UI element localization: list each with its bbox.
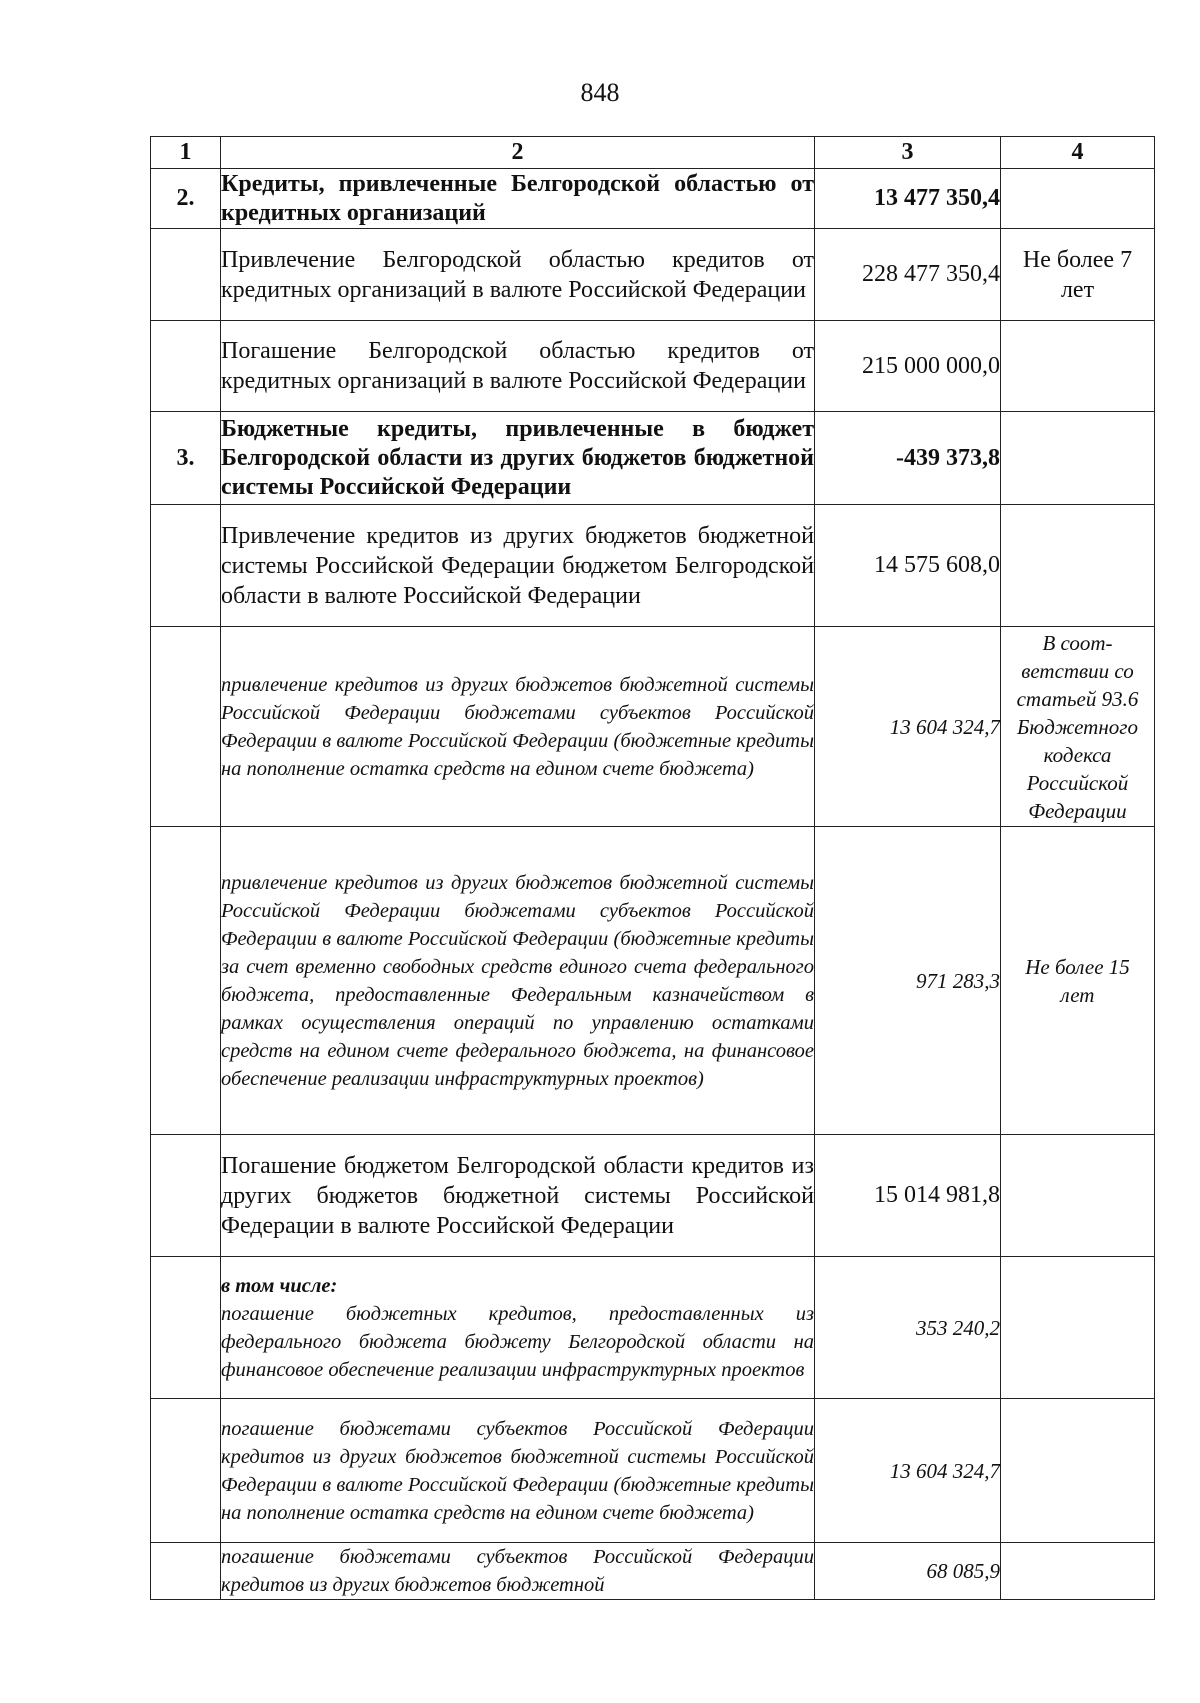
row-description [221,1257,815,1399]
row-description: Погашение Белгородской областью кредитов от кредитных организаций в валюте Российской Федерации [221,321,815,412]
row-value: 971 283,3 [815,827,1001,1135]
row-note [1001,169,1155,229]
row-description: привлечение кредитов из других бюджетов бюджетной системы Российской Федерации бюджетами субъектов Российской Федерации в валюте Российской Федерации (бюджетные кредиты за счет временно свободных средств единого счета федерального бюджета, предоставленные Федеральным казначейством в рамках осуществления операций по управлению остатками средств на едином счете федерального бюджета, на финансовое обеспечение реализации инфраструктурных проектов) [221,827,815,1135]
row-note [1001,412,1155,505]
row-description: Бюджетные кредиты, привлеченные в бюджет Белгородской области из других бюджетов бюджетной системы Российской Федерации [221,412,815,505]
row-value: 353 240,2 [815,1257,1001,1399]
row-note: Не более 15 лет [1001,827,1155,1135]
row-number [151,1399,221,1543]
row-number [151,229,221,321]
table-row [151,627,1155,827]
table-row [151,1399,1155,1543]
row-number [151,827,221,1135]
row-value: 13 604 324,7 [815,627,1001,827]
row-prefix: в том числе: [221,1274,338,1297]
row-description: Погашение бюджетом Белгородской области кредитов из других бюджетов бюджетной системы Российской Федерации в валюте Российской Федерации [221,1135,815,1257]
row-description: погашение бюджетами субъектов Российской Федерации кредитов из других бюджетов бюджетной [221,1543,815,1600]
column-header-2: 2 [221,137,815,169]
row-description: Привлечение Белгородской областью кредитов от кредитных организаций в валюте Российской Федерации [221,229,815,321]
row-description-text: погашение бюджетных кредитов, предоставленных из федерального бюджета бюджету Белгородской области на финансовое обеспечение реализации инфраструктурных проектов [221,1302,814,1381]
row-number: 3. [151,412,221,505]
row-value: 15 014 981,8 [815,1135,1001,1257]
row-value: 13 477 350,4 [815,169,1001,229]
row-note: В соот-ветствии со статьей 93.6 Бюджетного кодекса Российской Федерации [1001,627,1155,827]
row-note [1001,1543,1155,1600]
table-row [151,321,1155,412]
row-value: 14 575 608,0 [815,505,1001,627]
table-row [151,1257,1155,1399]
row-note: Не более 7 лет [1001,229,1155,321]
row-number: 2. [151,169,221,229]
table-header-row [151,137,1155,169]
row-value: 13 604 324,7 [815,1399,1001,1543]
column-header-1: 1 [151,137,221,169]
row-description: Привлечение кредитов из других бюджетов бюджетной системы Российской Федерации бюджетом Белгородской области в валюте Российской Федерации [221,505,815,627]
row-value: 228 477 350,4 [815,229,1001,321]
column-header-3: 3 [815,137,1001,169]
row-description: Кредиты, привлеченные Белгородской областью от кредитных организаций [221,169,815,229]
table-row [151,412,1155,505]
row-note [1001,1135,1155,1257]
budget-table [150,136,1155,1600]
row-description: привлечение кредитов из других бюджетов бюджетной системы Российской Федерации бюджетами субъектов Российской Федерации в валюте Российской Федерации (бюджетные кредиты на пополнение остатка средств на едином счете бюджета) [221,627,815,827]
row-value: 68 085,9 [815,1543,1001,1600]
column-header-4: 4 [1001,137,1155,169]
row-note [1001,505,1155,627]
row-number [151,1543,221,1600]
table-row [151,827,1155,1135]
row-number [151,1135,221,1257]
table-row [151,229,1155,321]
row-number [151,505,221,627]
page-number: 848 [580,78,620,107]
row-number [151,627,221,827]
row-description: погашение бюджетами субъектов Российской Федерации кредитов из других бюджетов бюджетной системы Российской Федерации в валюте Российской Федерации (бюджетные кредиты на пополнение остатка средств на едином счете бюджета) [221,1399,815,1543]
row-note [1001,1399,1155,1543]
row-value: 215 000 000,0 [815,321,1001,412]
table-row [151,1135,1155,1257]
row-note [1001,321,1155,412]
row-note [1001,1257,1155,1399]
table-row [151,169,1155,229]
table-row [151,505,1155,627]
row-number [151,321,221,412]
table-row [151,1543,1155,1600]
row-number [151,1257,221,1399]
row-value: -439 373,8 [815,412,1001,505]
